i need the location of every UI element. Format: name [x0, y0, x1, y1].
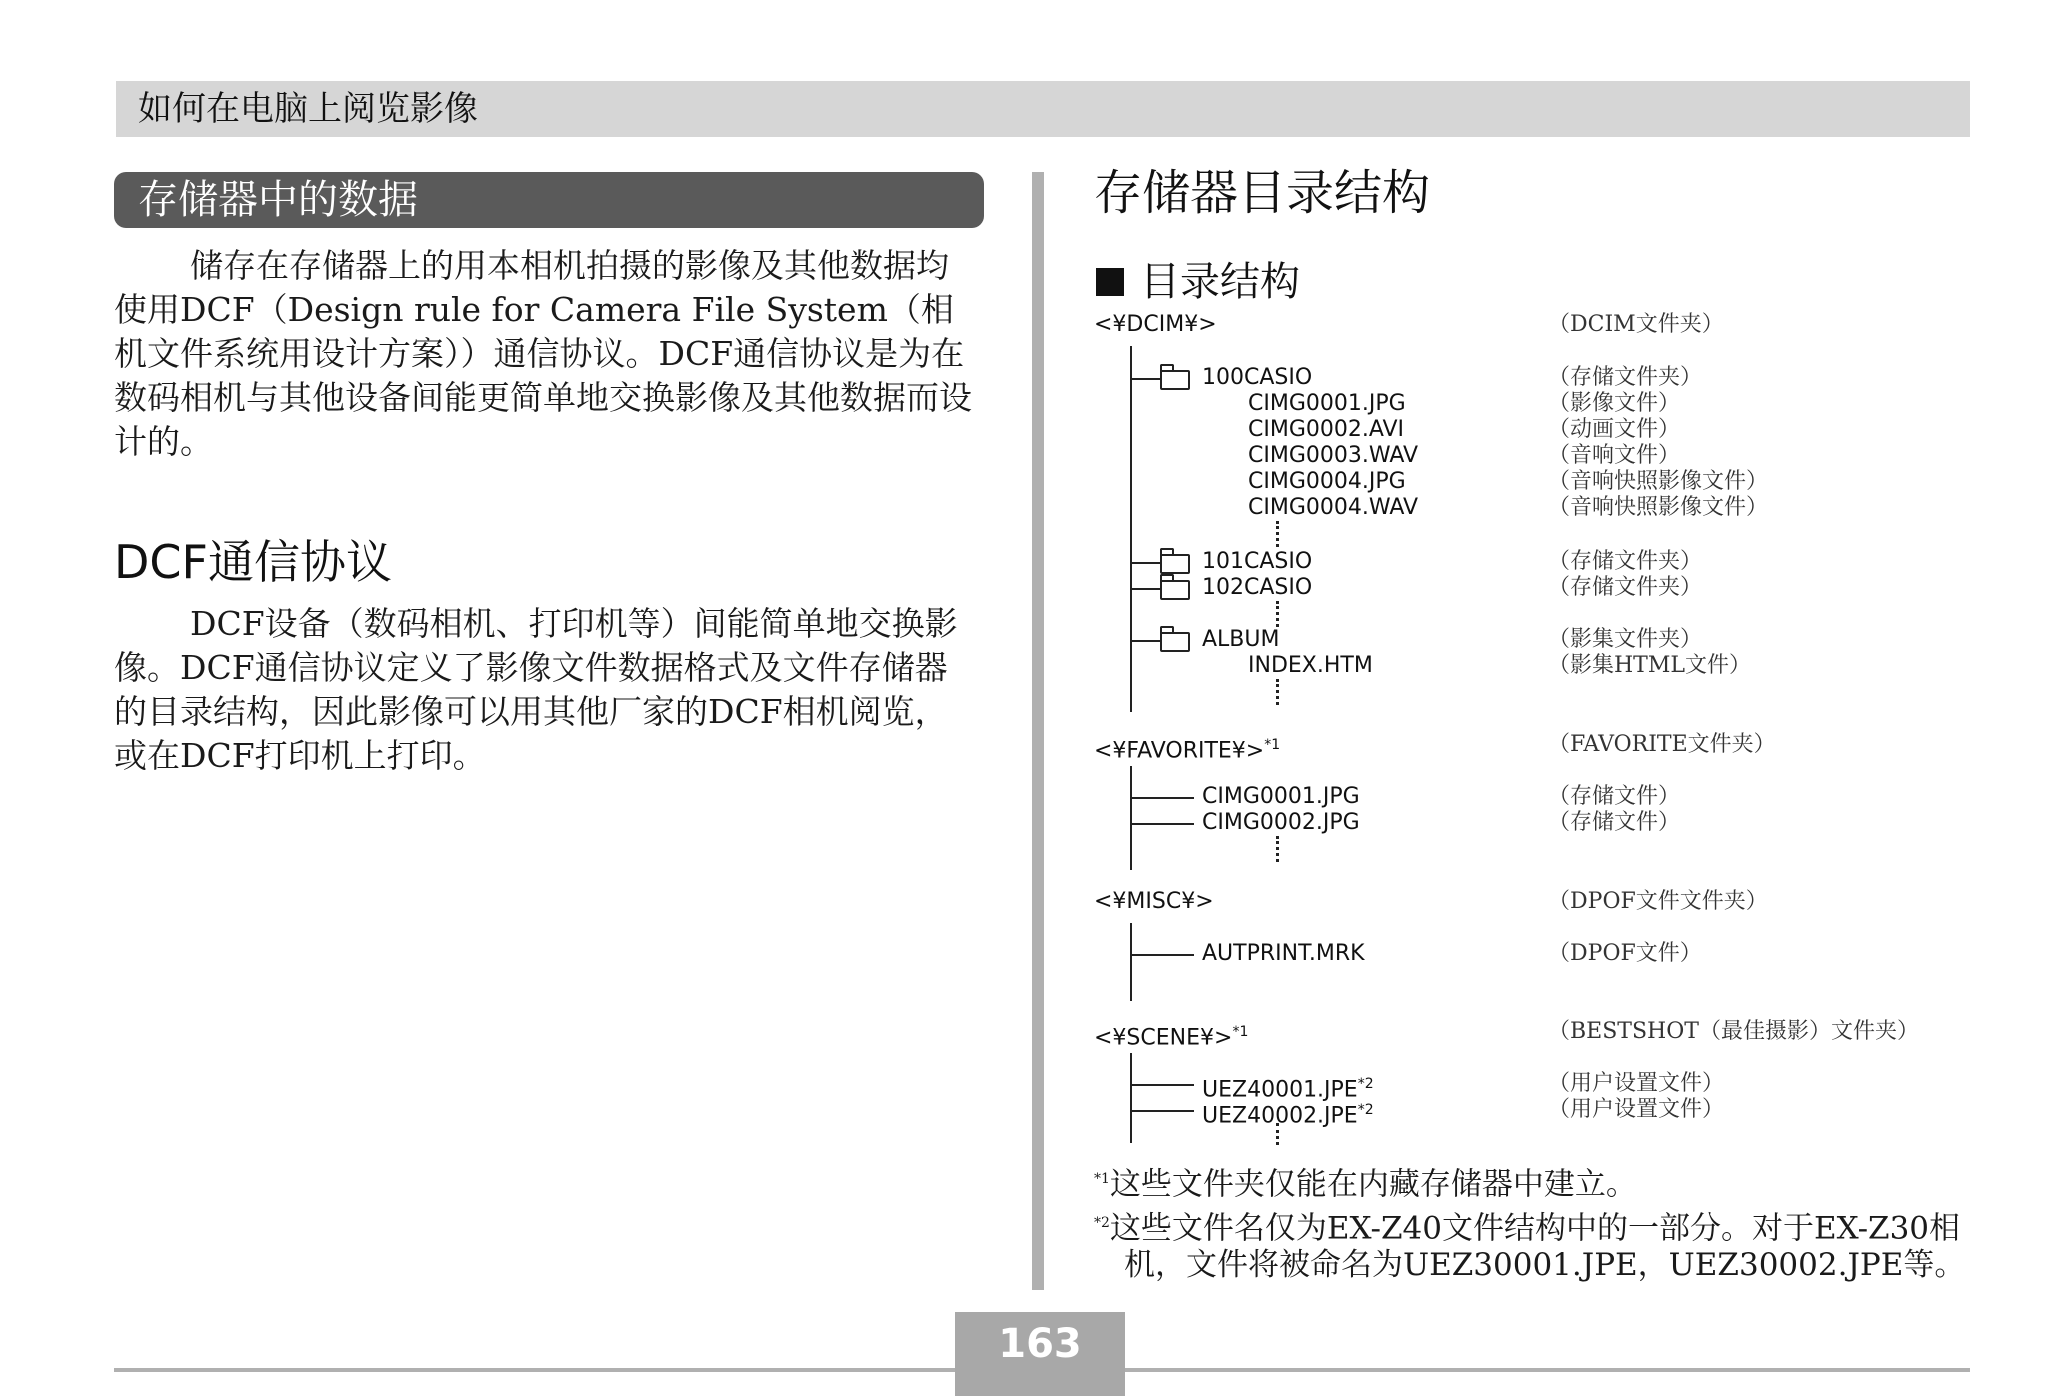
right-title: 存储器目录结构 [1094, 165, 1431, 221]
tree-file: CIMG0003.WAV [1248, 443, 1419, 468]
ellipsis-dots [1276, 521, 1283, 547]
tree-line [1130, 1053, 1132, 1143]
tree-branch [1130, 797, 1194, 799]
tree-line [1130, 923, 1132, 1001]
tree-line [1130, 766, 1132, 870]
tree-scene: <¥SCENE¥>$^{*1}$ [1094, 1024, 1249, 1051]
tree-album-desc: （影集文件夹） [1548, 627, 1703, 652]
folder-icon [1160, 554, 1190, 574]
tree-file: CIMG0001.JPG [1248, 391, 1406, 416]
tree-album: ALBUM [1202, 627, 1280, 652]
tree-uez-file: UEZ40002.JPE$^{*2}$ [1202, 1102, 1374, 1129]
tree-100casio-desc: （存储文件夹） [1548, 365, 1703, 390]
tree-branch [1130, 640, 1160, 642]
tree-branch [1130, 562, 1160, 564]
tree-file-desc: （音响快照影像文件） [1548, 495, 1769, 520]
tree-favorite: <¥FAVORITE¥>$^{*1}$ [1094, 737, 1281, 764]
folder-icon [1160, 370, 1190, 390]
tree-branch [1130, 954, 1194, 956]
tree-fav-file-desc: （存储文件） [1548, 784, 1681, 809]
tree-file: CIMG0004.WAV [1248, 495, 1419, 520]
tree-100casio: 100CASIO [1202, 365, 1313, 390]
tree-misc-desc: （DPOF文件文件夹） [1548, 889, 1768, 914]
tree-index-desc: （影集HTML文件） [1548, 653, 1751, 678]
tree-branch [1130, 1084, 1194, 1086]
tree-favorite-desc: （FAVORITE文件夹） [1548, 732, 1776, 757]
tree-fav-file: CIMG0001.JPG [1202, 784, 1360, 809]
tree-fav-file-desc: （存储文件） [1548, 810, 1681, 835]
tree-misc: <¥MISC¥> [1094, 889, 1214, 914]
tree-uez-file-desc: （用户设置文件） [1548, 1071, 1725, 1096]
page-header-title: 如何在电脑上阅览影像 [138, 89, 478, 129]
tree-101casio: 101CASIO [1202, 549, 1313, 574]
tree-dcim-desc: （DCIM文件夹） [1548, 312, 1724, 337]
tree-branch [1130, 823, 1194, 825]
tree-file: CIMG0004.JPG [1248, 469, 1406, 494]
tree-index: INDEX.HTM [1248, 653, 1373, 678]
intro-paragraph: 储存在存储器上的用本相机拍摄的影像及其他数据均使用DCF（Design rule for Camera File System（相机文件系统用设计方案））通信协议。DCF通信协议是为在数码相机与其他设备间能更简单地交换影像及其他数据而设计的。 [114, 246, 972, 461]
tree-line [1130, 346, 1132, 712]
tree-102casio-desc: （存储文件夹） [1548, 575, 1703, 600]
tree-branch [1130, 378, 1160, 380]
tree-file-desc: （音响快照影像文件） [1548, 469, 1769, 494]
tree-autprint: AUTPRINT.MRK [1202, 941, 1365, 966]
tree-scene-desc: （BESTSHOT（最佳摄影）文件夹） [1548, 1019, 1919, 1044]
tree-file-desc: （音响文件） [1548, 443, 1681, 468]
page-number: 163 [998, 1321, 1082, 1367]
tree-102casio: 102CASIO [1202, 575, 1313, 600]
tree-file-desc: （影像文件） [1548, 391, 1681, 416]
tree-branch [1130, 1110, 1194, 1112]
tree-fav-file: CIMG0002.JPG [1202, 810, 1360, 835]
tree-file: CIMG0002.AVI [1248, 417, 1405, 442]
footnote-2-continued: 机，文件将被命名为UEZ30001.JPE，UEZ30002.JPE等。 [1124, 1247, 1966, 1283]
tree-file-desc: （动画文件） [1548, 417, 1681, 442]
tree-branch [1130, 588, 1160, 590]
section-title: 存储器中的数据 [138, 177, 418, 223]
folder-icon [1160, 580, 1190, 600]
column-divider [1032, 172, 1044, 1290]
tree-uez-file-desc: （用户设置文件） [1548, 1097, 1725, 1122]
ellipsis-dots [1276, 1123, 1283, 1145]
subtitle: 目录结构 [1140, 259, 1300, 305]
tree-101casio-desc: （存储文件夹） [1548, 549, 1703, 574]
footnote-1: $^{*1}$这些文件夹仅能在内藏存储器中建立。 [1094, 1166, 1637, 1203]
tree-autprint-desc: （DPOF文件） [1548, 941, 1702, 966]
dcf-paragraph: DCF设备（数码相机、打印机等）间能简单地交换影像。DCF通信协议定义了影像文件数据格式及文件存储器的目录结构，因此影像可以用其他厂家的DCF相机阅览，或在DCF打印机上打印。 [114, 604, 958, 775]
ellipsis-dots [1276, 679, 1283, 705]
tree-dcim: <¥DCIM¥> [1094, 312, 1217, 337]
footnote-2: $^{*2}$这些文件名仅为EX-Z40文件结构中的一部分。对于EX-Z30相 [1094, 1210, 1961, 1247]
ellipsis-dots [1276, 601, 1283, 627]
square-bullet-icon [1096, 268, 1124, 296]
ellipsis-dots [1276, 836, 1283, 862]
tree-uez-file: UEZ40001.JPE$^{*2}$ [1202, 1076, 1374, 1103]
dcf-heading: DCF通信协议 [114, 535, 392, 589]
folder-icon [1160, 632, 1190, 652]
